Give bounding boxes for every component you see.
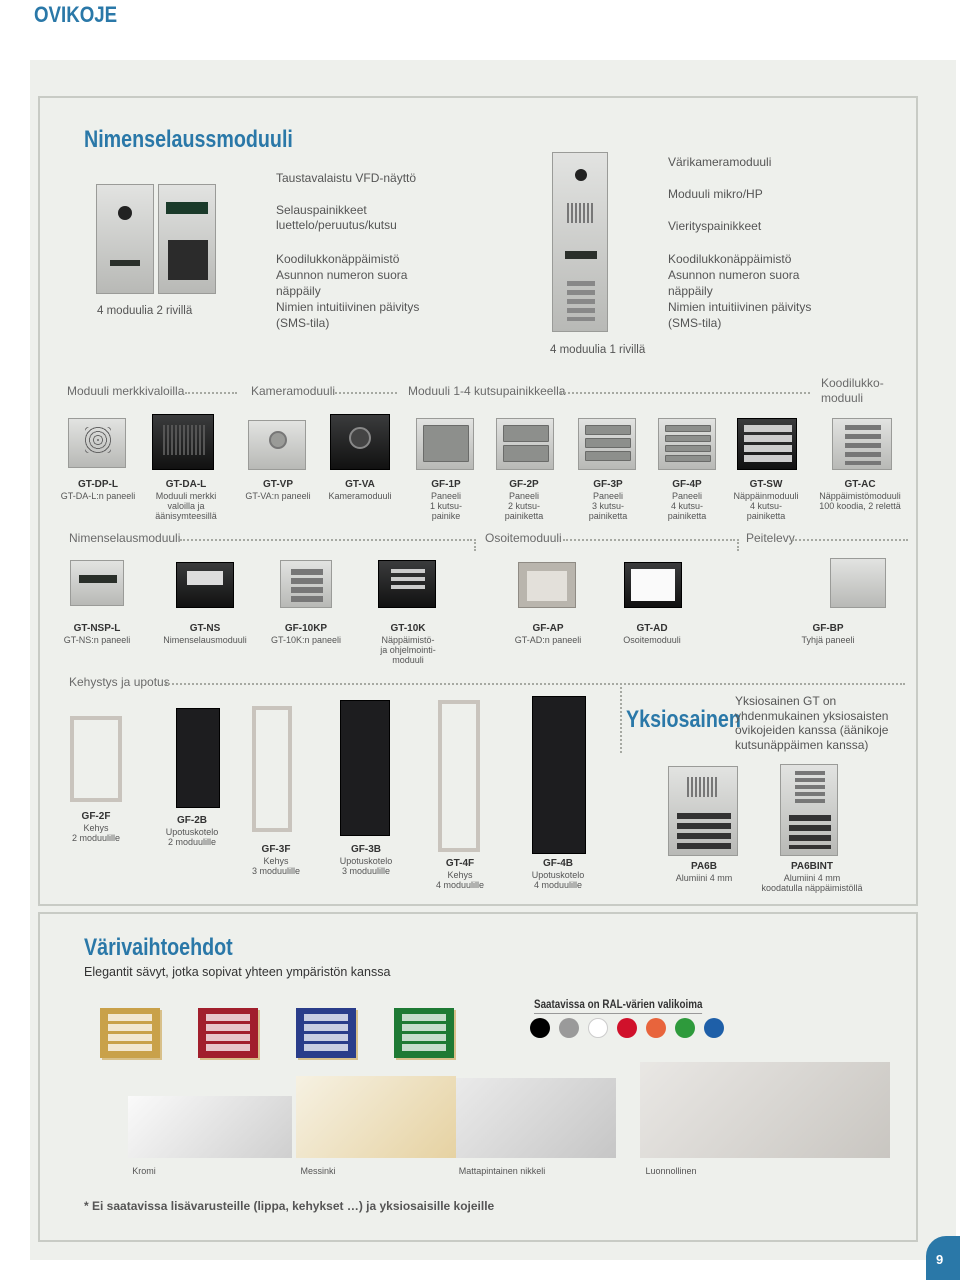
divider — [335, 392, 397, 394]
divider — [792, 539, 908, 541]
caption-gf-4b: GF-4B Upotuskotelo 4 moduulille — [531, 858, 585, 890]
call-button-shape — [665, 455, 711, 462]
panel-button-shape — [206, 1044, 250, 1051]
caption-gf-4p: GF-4P Paneeli 4 kutsu- painiketta — [667, 479, 707, 521]
call-button-shape — [503, 445, 549, 462]
ral-color-swatch — [530, 1018, 550, 1038]
left-feature-1: Taustavalaistu VFD-näyttö — [276, 171, 417, 185]
caption-gt-10k: GT-10K Näppäimistö- ja ohjelmointi- moduuli — [380, 623, 436, 665]
section-label-indicator: Moduuli merkkivaloilla — [67, 384, 185, 398]
divider — [560, 392, 810, 394]
colors-subtitle: Elegantit sävyt, jotka sopivat yhteen ympäristön kanssa — [84, 965, 391, 979]
divider — [180, 539, 472, 541]
caption-gf-2p: GF-2P Paneeli 2 kutsu- painiketta — [504, 479, 544, 521]
finish-brass-swatch — [296, 1076, 456, 1158]
caption-gt-ad: GT-AD Osoitemoduuli — [623, 623, 681, 645]
gf-10kp-image — [280, 560, 332, 608]
divider — [563, 539, 735, 541]
panel-button-shape — [108, 1014, 152, 1021]
color-panel-sample — [100, 1008, 160, 1058]
yksiosainen-title: Yksiosainen — [626, 706, 741, 733]
finish-natural-swatch — [640, 1062, 890, 1158]
colors-title: Värivaihtoehdot — [84, 934, 233, 961]
call-button-shape — [665, 425, 711, 432]
panel-button-shape — [304, 1034, 348, 1041]
pa6bint-image — [780, 764, 838, 856]
name-section-title: Nimenselaussmoduuli — [84, 126, 293, 153]
caption-gf-10kp: GF-10KP GT-10K:n paneeli — [270, 623, 342, 645]
pa6b-image — [668, 766, 738, 856]
call-panel-image — [578, 418, 636, 470]
section-label-camera: Kameramoduuli — [251, 384, 336, 398]
caption-gf-2b: GF-2B Upotuskotelo 2 moduulille — [165, 815, 219, 847]
caption-gt-4f: GT-4F Kehys 4 moduulille — [435, 858, 485, 890]
ral-label: Saatavissa on RAL-värien valikoima — [534, 997, 702, 1014]
caption-pa6b: PA6B Alumiini 4 mm — [675, 861, 733, 883]
finish-label-chrome: Kromi — [132, 1166, 156, 1176]
panel-button-shape — [402, 1044, 446, 1051]
panel-button-shape — [206, 1024, 250, 1031]
caption-gt-ns: GT-NS Nimenselausmoduuli — [163, 623, 247, 645]
gf-4b-image — [532, 696, 586, 854]
panel-button-shape — [304, 1014, 348, 1021]
call-button-shape — [585, 451, 631, 461]
right-feature-1: Värikameramoduuli — [668, 155, 772, 169]
gt-4f-image — [438, 700, 480, 852]
gt-sw-image — [737, 418, 797, 470]
ral-color-swatch — [675, 1018, 695, 1038]
call-panel-image — [658, 418, 716, 470]
section-label-cover: Peitelevy — [746, 531, 795, 545]
gf-2f-image — [70, 716, 122, 802]
panel-button-shape — [402, 1024, 446, 1031]
gt-nsp-l-image — [70, 560, 124, 606]
gf-3f-image — [252, 706, 292, 832]
caption-gf-3p: GF-3P Paneeli 3 kutsu- painiketta — [588, 479, 628, 521]
footnote: * Ei saatavissa lisävarusteille (lippa, kehykset …) ja yksiosaisille kojeille — [84, 1199, 495, 1213]
finish-chrome-swatch — [128, 1096, 292, 1158]
divider — [474, 539, 476, 551]
device-2x2-image — [96, 184, 216, 294]
page-header — [0, 0, 960, 34]
device-4x1-image — [552, 152, 608, 332]
call-button-shape — [665, 435, 711, 442]
caption-gf-bp: GF-BP Tyhjä paneeli — [801, 623, 855, 645]
gf-3b-image — [340, 700, 390, 836]
right-feature-3: Vierityspainikkeet — [668, 219, 762, 233]
caption-gf-ap: GF-AP GT-AD:n paneeli — [514, 623, 582, 645]
ral-color-swatch — [588, 1018, 608, 1038]
divider — [737, 539, 739, 551]
right-caption: 4 moduulia 1 rivillä — [550, 344, 646, 356]
caption-gt-dp-l: GT-DP-L GT-DA-L:n paneeli — [60, 479, 136, 501]
panel-button-shape — [206, 1034, 250, 1041]
gt-ns-image — [176, 562, 234, 608]
section-label-namescroll: Nimenselausmoduuli — [69, 531, 181, 545]
divider — [165, 683, 905, 685]
gf-ap-image — [518, 562, 576, 608]
divider — [185, 392, 237, 394]
panel-button-shape — [108, 1034, 152, 1041]
page-number: 9 — [936, 1252, 944, 1267]
finish-matte-nickel-swatch — [456, 1078, 616, 1158]
ral-color-swatch — [646, 1018, 666, 1038]
caption-gt-da-l: GT-DA-L Moduuli merkki valoilla ja äänisymteesillä — [155, 479, 217, 521]
gt-ad-image — [624, 562, 682, 608]
call-button-shape — [585, 425, 631, 435]
panel-button-shape — [402, 1034, 446, 1041]
finish-label-matte-nickel: Mattapintainen nikkeli — [458, 1166, 546, 1176]
section-label-address: Osoitemoduuli — [485, 531, 562, 545]
finish-label-brass: Messinki — [300, 1166, 336, 1176]
caption-gf-3b: GF-3B Upotuskotelo 3 moduulille — [339, 844, 393, 876]
gt-dp-l-image — [68, 418, 126, 468]
caption-gt-sw: GT-SW Näppäinmoduuli 4 kutsu- painiketta — [733, 479, 799, 521]
caption-gt-vp: GT-VP GT-VA:n paneeli — [245, 479, 311, 501]
panel-button-shape — [402, 1014, 446, 1021]
page-title: OVIKOJE — [34, 2, 118, 27]
caption-gf-2f: GF-2F Kehys 2 moduulille — [71, 811, 121, 843]
ral-color-swatch — [617, 1018, 637, 1038]
divider — [620, 683, 622, 753]
call-button-shape — [503, 425, 549, 442]
panel-button-shape — [108, 1024, 152, 1031]
caption-gt-nsp-l: GT-NSP-L GT-NS:n paneeli — [63, 623, 131, 645]
caption-gt-ac: GT-AC Näppäimistömoduuli 100 koodia, 2 relettä — [819, 479, 901, 511]
call-panel-image — [416, 418, 474, 470]
color-panel-sample — [296, 1008, 356, 1058]
gf-2b-image — [176, 708, 220, 808]
left-feature-2: Selauspainikkeet luettelo/peruutus/kutsu — [276, 203, 397, 232]
caption-gf-1p: GF-1P Paneeli 1 kutsu- painike — [429, 479, 462, 521]
left-caption: 4 moduulia 2 rivillä — [97, 305, 193, 317]
left-feature-3: Koodilukkonäppäimistö Asunnon numeron suora näppäily Nimien intuitiivinen päivitys (SMS-tila) — [276, 252, 420, 330]
gt-va-image — [330, 414, 390, 470]
color-panel-sample — [394, 1008, 454, 1058]
right-feature-4: Koodilukkonäppäimistö Asunnon numeron suora näppäily Nimien intuitiivinen päivitys (SMS-tila) — [668, 252, 812, 330]
caption-gf-3f: GF-3F Kehys 3 moduulille — [251, 844, 301, 876]
panel-button-shape — [206, 1014, 250, 1021]
call-button-shape — [585, 438, 631, 448]
yksiosainen-text: Yksiosainen GT on yhdenmukainen yksiosaisten ovikojeiden kanssa (äänikoje kutsunäppäimen kanssa) — [735, 694, 889, 752]
section-label-callbuttons: Moduuli 1-4 kutsupainikkeella — [408, 384, 566, 398]
panel-button-shape — [108, 1044, 152, 1051]
gt-ac-image — [832, 418, 892, 470]
section-label-codelock: Koodilukko- moduuli — [821, 376, 884, 405]
gt-da-l-image — [152, 414, 214, 470]
right-feature-2: Moduuli mikro/HP — [668, 187, 763, 201]
panel-button-shape — [304, 1044, 348, 1051]
color-panel-sample — [198, 1008, 258, 1058]
gt-vp-image — [248, 420, 306, 470]
page-number-tab — [926, 1236, 960, 1280]
call-panel-image — [496, 418, 554, 470]
ral-color-swatch — [559, 1018, 579, 1038]
caption-gt-va: GT-VA Kameramoduuli — [328, 479, 392, 501]
gf-bp-image — [830, 558, 886, 608]
finish-label-natural: Luonnollinen — [645, 1166, 697, 1176]
call-button-shape — [423, 425, 469, 462]
caption-pa6bint: PA6BINT Alumiini 4 mm koodatulla näppäimistöllä — [761, 861, 863, 893]
section-label-frames: Kehystys ja upotus — [69, 675, 170, 689]
panel-button-shape — [304, 1024, 348, 1031]
call-button-shape — [665, 445, 711, 452]
gt-10k-image — [378, 560, 436, 608]
ral-color-swatch — [704, 1018, 724, 1038]
